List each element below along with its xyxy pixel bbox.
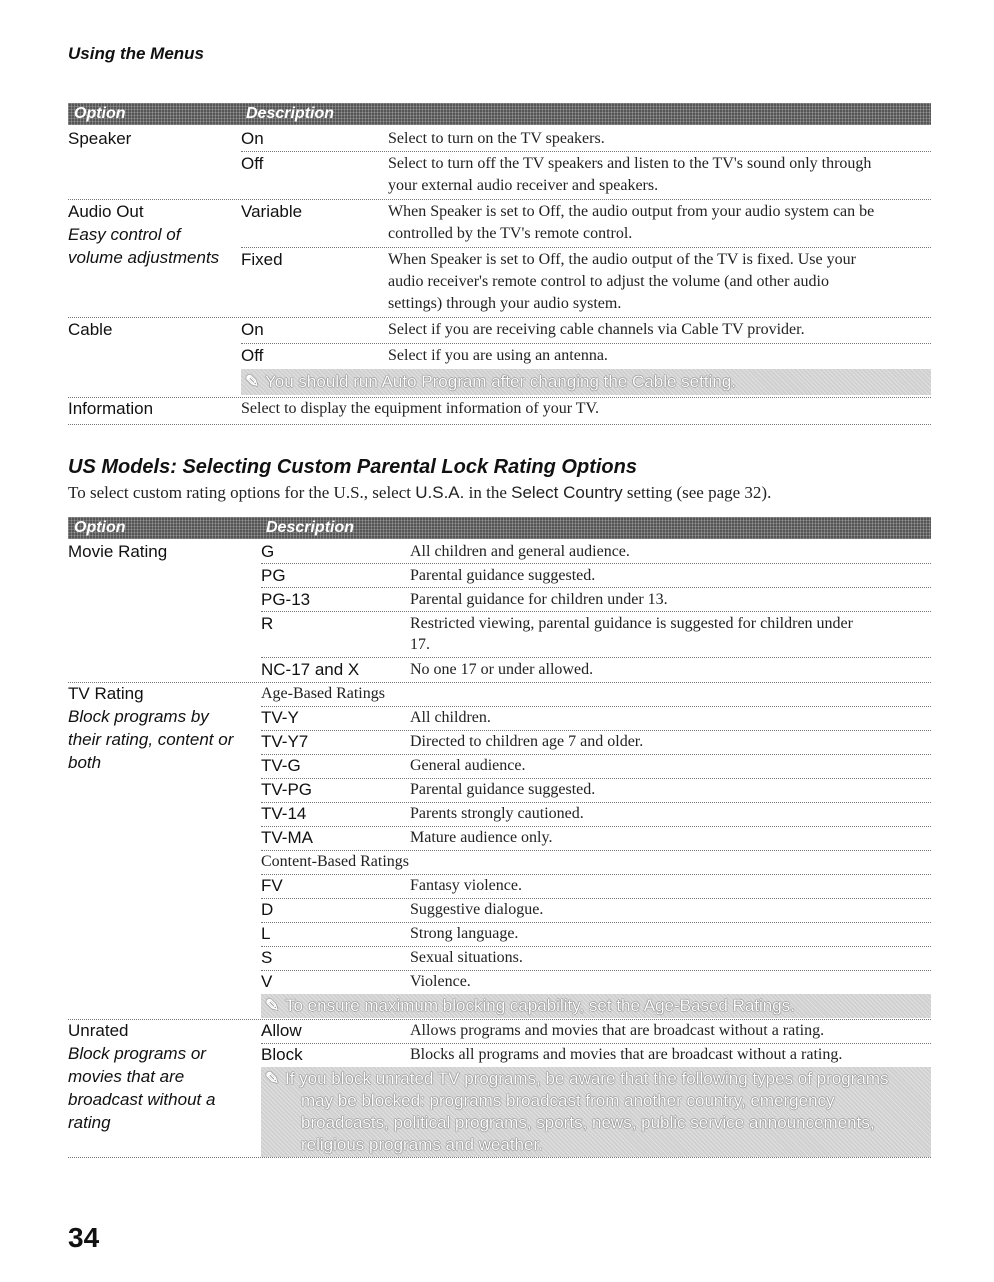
column-header-option: Option	[74, 105, 126, 122]
unrated-block-desc: Blocks all programs and movies that are broadcast without a rating.	[410, 1046, 843, 1063]
speaker-off-desc-2: your external audio receiver and speakers.	[388, 177, 659, 194]
option-audio-out: Audio Out	[68, 202, 144, 221]
audio-out-fixed: Fixed	[241, 250, 283, 269]
section-header: Using the Menus	[68, 44, 205, 63]
tv-desc: Parents strongly cautioned.	[410, 805, 584, 822]
speaker-on-desc: Select to turn on the TV speakers.	[388, 130, 605, 147]
page-number: 34	[68, 1222, 100, 1253]
note-icon: ✎	[265, 1069, 280, 1088]
unrated-allow-desc: Allows programs and movies that are broadcast without a rating.	[410, 1022, 825, 1039]
unrated-sub-3: broadcast without a	[68, 1090, 216, 1109]
divider	[68, 1157, 931, 1158]
content-based-header: Content-Based Ratings	[261, 853, 409, 870]
speaker-on: On	[241, 129, 264, 148]
divider	[261, 563, 931, 564]
divider	[261, 898, 931, 899]
note-icon: ✎	[265, 996, 280, 1015]
information-desc: Select to display the equipment information of your TV.	[241, 400, 600, 417]
unrated-allow: Allow	[261, 1021, 302, 1040]
audio-out-variable: Variable	[241, 202, 303, 221]
tv-rating-sub-2: their rating, content or	[68, 730, 234, 749]
table-header	[68, 103, 931, 125]
audio-options-table	[68, 103, 931, 433]
variable-desc-2: controlled by the TV's remote control.	[388, 225, 633, 242]
movie-desc-2: 17.	[410, 636, 430, 653]
tv-rating-note	[261, 994, 931, 1018]
divider	[261, 922, 931, 923]
fixed-desc-2: audio receiver's remote control to adjust the volume (and other audio	[388, 273, 829, 290]
divider	[241, 247, 931, 248]
tv-desc: General audience.	[410, 757, 526, 774]
cable-on: On	[241, 320, 264, 339]
table-header	[68, 517, 931, 539]
unrated-block: Block	[261, 1045, 303, 1064]
divider	[261, 754, 931, 755]
content-desc: Sexual situations.	[410, 949, 523, 966]
divider	[68, 682, 931, 683]
divider	[261, 611, 931, 612]
tv-desc: Parental guidance suggested.	[410, 781, 596, 798]
divider	[261, 970, 931, 971]
movie-desc: Parental guidance for children under 13.	[410, 591, 668, 608]
section-title: US Models: Selecting Custom Parental Lock Rating Options	[68, 456, 637, 478]
content-code: V	[261, 972, 273, 991]
content-code: L	[261, 924, 271, 943]
unrated-sub-1: Block programs or	[68, 1044, 206, 1063]
content-desc: Strong language.	[410, 925, 519, 942]
cable-note-text: You should run Auto Program after changing the Cable setting.	[265, 372, 736, 391]
movie-code: PG	[261, 566, 286, 585]
movie-desc: All children and general audience.	[410, 543, 630, 560]
divider	[261, 802, 931, 803]
cable-on-desc: Select if you are receiving cable channels via Cable TV provider.	[388, 321, 805, 338]
option-information: Information	[68, 399, 154, 418]
speaker-off: Off	[241, 154, 264, 173]
tv-code: TV-Y	[261, 708, 299, 727]
cable-off-desc: Select if you are using an antenna.	[388, 347, 608, 364]
content-desc: Violence.	[410, 973, 471, 990]
divider	[261, 874, 931, 875]
option-unrated: Unrated	[68, 1021, 129, 1040]
tv-code: TV-14	[261, 804, 307, 823]
movie-desc: No one 17 or under allowed.	[410, 661, 594, 678]
movie-code: PG-13	[261, 590, 311, 609]
divider	[241, 343, 931, 344]
divider	[241, 151, 931, 152]
speaker-off-desc-1: Select to turn off the TV speakers and listen to the TV's sound only through	[388, 155, 872, 172]
unrated-sub-2: movies that are	[68, 1067, 185, 1086]
option-movie-rating: Movie Rating	[68, 542, 168, 561]
divider	[261, 826, 931, 827]
divider	[261, 778, 931, 779]
tv-desc: All children.	[410, 709, 491, 726]
divider	[68, 424, 931, 425]
cable-off: Off	[241, 346, 264, 365]
movie-code: NC-17 and X	[261, 660, 360, 679]
movie-desc: Parental guidance suggested.	[410, 567, 596, 584]
divider	[261, 587, 931, 588]
audio-out-sub-2: volume adjustments	[68, 248, 220, 267]
tv-code: TV-MA	[261, 828, 313, 847]
unrated-note: ✎ If you block unrated TV programs, be aware that the following types of programs may be blocked: programs broadcast from another country, emergency broadcasts, political programs, sports, news, public service announcements, religious programs and weather.	[261, 1067, 931, 1157]
divider	[261, 946, 931, 947]
column-header-option: Option	[74, 519, 126, 536]
age-based-header: Age-Based Ratings	[261, 685, 385, 702]
tv-code: TV-PG	[261, 780, 313, 799]
fixed-desc-3: settings) through your audio system.	[388, 295, 622, 312]
option-tv-rating: TV Rating	[68, 684, 144, 703]
note-icon: ✎	[245, 372, 260, 391]
fixed-desc-1: When Speaker is set to Off, the audio output of the TV is fixed. Use your	[388, 251, 856, 268]
divider	[68, 317, 931, 318]
parental-lock-table	[68, 517, 931, 1162]
movie-desc: Restricted viewing, parental guidance is suggested for children under	[410, 615, 853, 632]
option-speaker: Speaker	[68, 129, 132, 148]
tv-code: TV-G	[261, 756, 301, 775]
variable-desc-1: When Speaker is set to Off, the audio output from your audio system can be	[388, 203, 875, 220]
tv-rating-note-text: To ensure maximum blocking capability, set the Age-Based Ratings.	[285, 996, 795, 1015]
movie-code: R	[261, 614, 274, 633]
divider	[261, 657, 931, 658]
content-desc: Suggestive dialogue.	[410, 901, 544, 918]
movie-code: G	[261, 542, 275, 561]
tv-rating-sub-1: Block programs by	[68, 707, 209, 726]
option-cable: Cable	[68, 320, 113, 339]
tv-code: TV-Y7	[261, 732, 309, 751]
column-header-description: Description	[246, 105, 335, 122]
divider	[68, 199, 931, 200]
tv-rating-sub-3: both	[68, 753, 102, 772]
content-code: FV	[261, 876, 283, 895]
unrated-sub-4: rating	[68, 1113, 111, 1132]
audio-out-sub-1: Easy control of	[68, 225, 181, 244]
content-desc: Fantasy violence.	[410, 877, 522, 894]
content-code: D	[261, 900, 274, 919]
divider	[261, 706, 931, 707]
cable-note	[241, 369, 931, 395]
tv-desc: Mature audience only.	[410, 829, 553, 846]
column-header-description: Description	[266, 519, 355, 536]
content-code: S	[261, 948, 273, 967]
section-intro: To select custom rating options for the U.S., select U.S.A. in the Select Country setting (see page 32).	[68, 483, 772, 502]
tv-desc: Directed to children age 7 and older.	[410, 733, 644, 750]
